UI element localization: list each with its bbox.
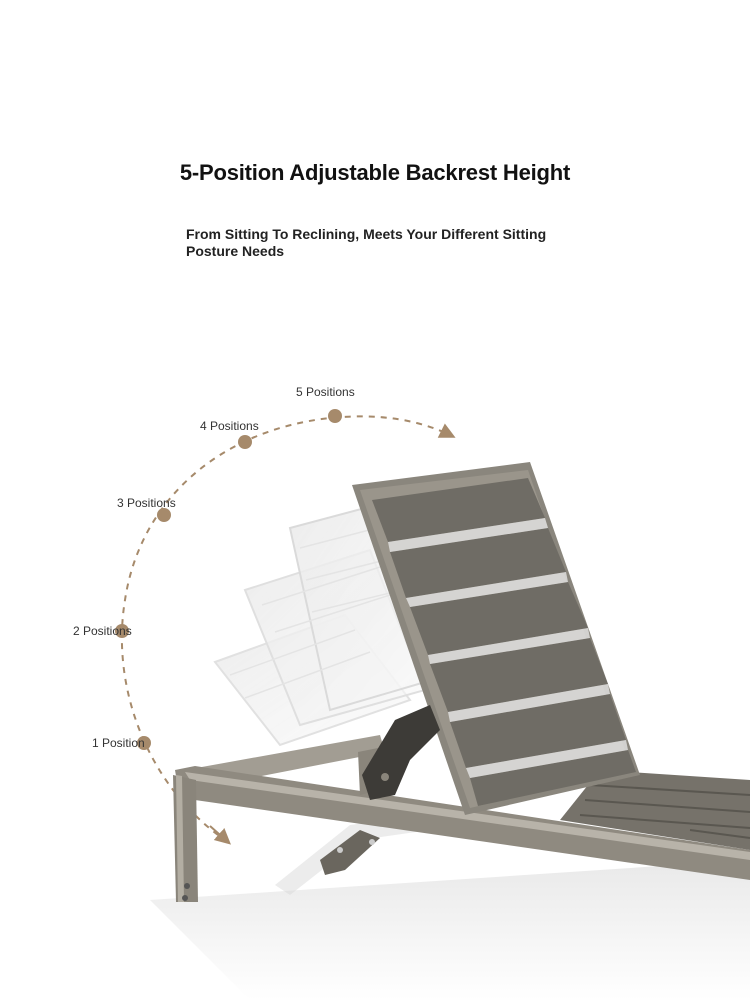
position-label-2: 2 Positions [73,624,132,638]
position-label-4: 4 Positions [200,419,259,433]
position-label-5: 5 Positions [296,385,355,399]
position-label-3: 3 Positions [117,496,176,510]
position-label-1: 1 Position [92,736,145,750]
position-dot-3 [157,508,171,522]
floor-shadow [150,860,750,1000]
headline: 5-Position Adjustable Backrest Height [179,160,571,185]
subhead: From Sitting To Reclining, Meets Your Different Sitting Posture Needs [186,226,547,259]
position-dot-4 [238,435,252,449]
position-dot-5 [328,409,342,423]
